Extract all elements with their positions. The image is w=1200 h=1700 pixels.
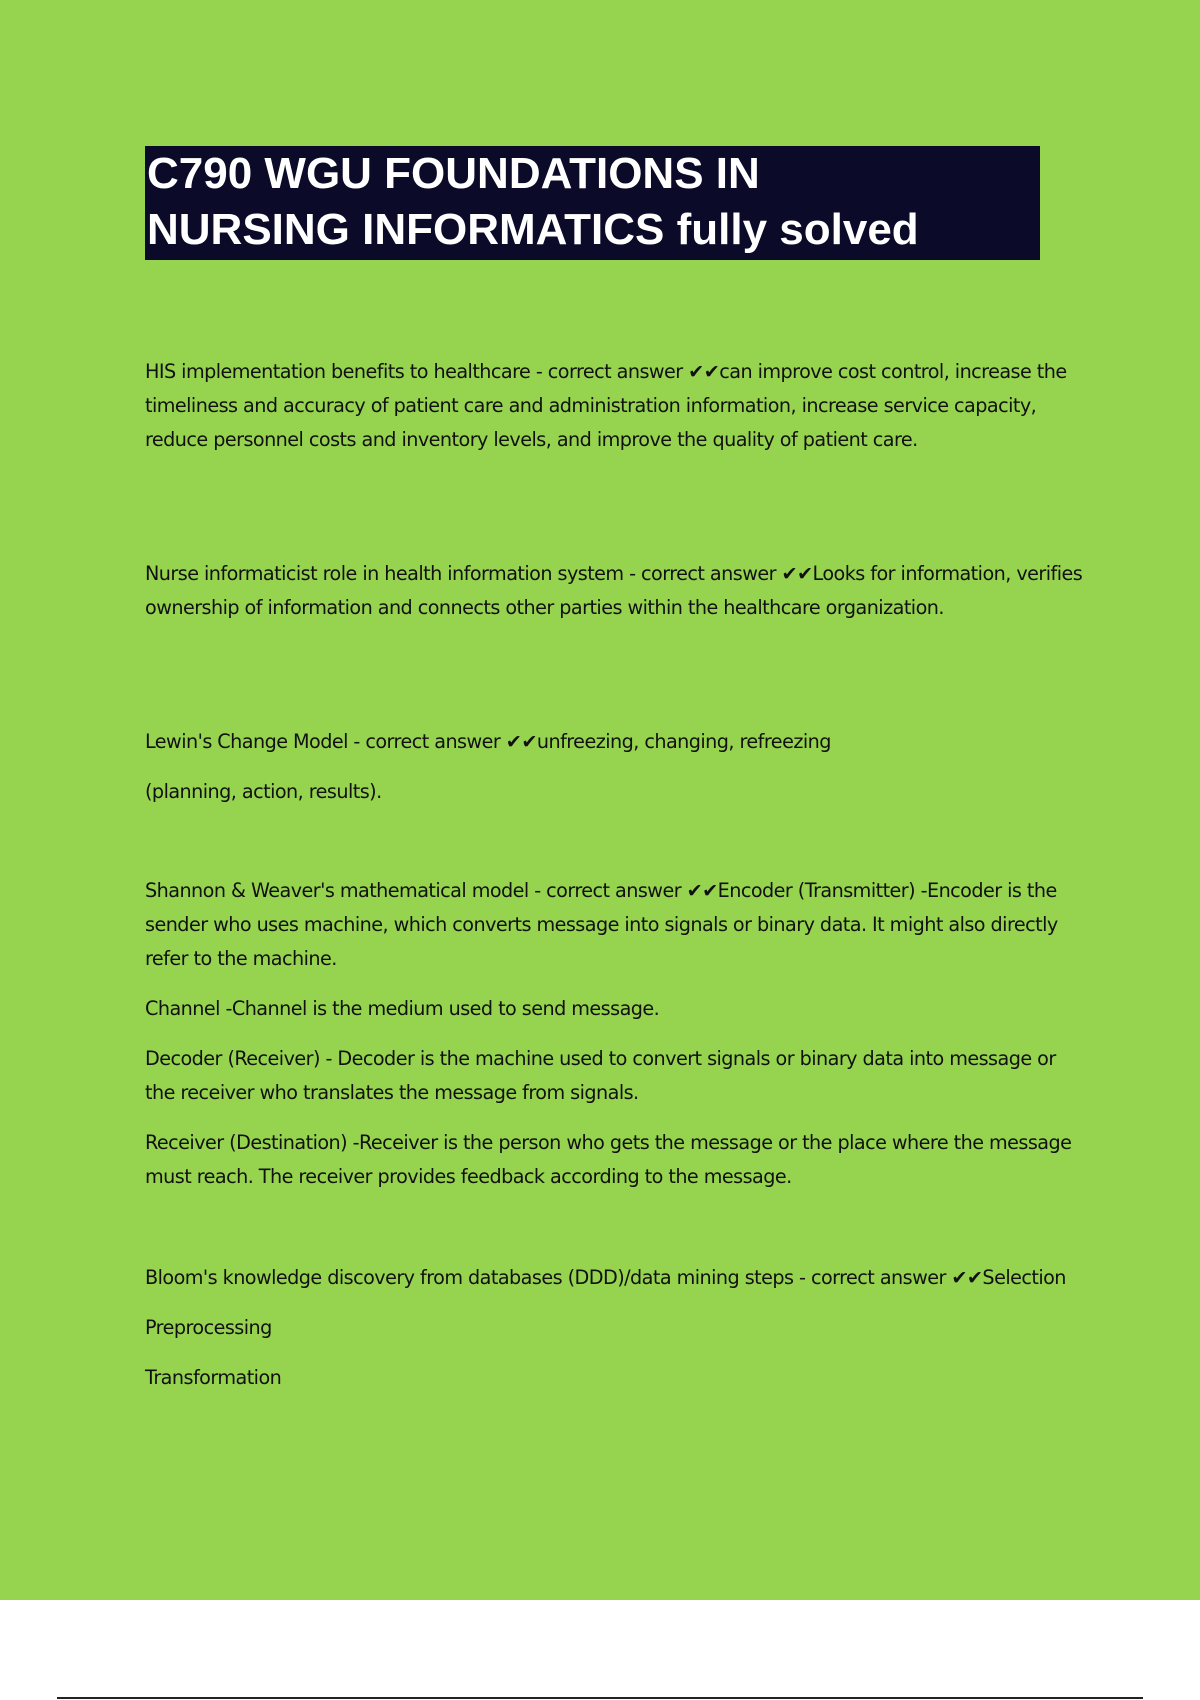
qa-paragraph: Transformation <box>145 1366 282 1389</box>
qa-paragraph: Nurse informaticist role in health information system - correct answer ✔✔Looks for information, verifies ownership of information and connects other parties within the healthcare organization. <box>145 562 1083 619</box>
qa-paragraph: Lewin's Change Model - correct answer ✔✔unfreezing, changing, refreezing <box>145 730 831 753</box>
qa-paragraph: Channel -Channel is the medium used to send message. <box>145 997 660 1020</box>
qa-paragraph: Preprocessing <box>145 1316 272 1339</box>
qa-paragraph: Decoder (Receiver) - Decoder is the machine used to convert signals or binary data into message or the receiver who translates the message from signals. <box>145 1047 1056 1104</box>
title-line-1: C790 WGU FOUNDATIONS IN <box>147 149 760 198</box>
qa-item-bloom-data-mining <box>145 1261 1085 1395</box>
qa-paragraph: HIS implementation benefits to healthcare - correct answer ✔✔can improve cost control, increase the timeliness and accuracy of patient care and administration information, increase service capacity, reduce personnel costs and inventory levels, and improve the quality of patient care. <box>145 360 1067 451</box>
qa-paragraph: (planning, action, results). <box>145 780 382 803</box>
qa-item-his-benefits <box>145 355 1085 457</box>
qa-paragraph: Receiver (Destination) -Receiver is the person who gets the message or the place where the message must reach. The receiver provides feedback according to the message. <box>145 1131 1072 1188</box>
qa-item-nurse-informaticist <box>145 557 1085 625</box>
qa-paragraph: Bloom's knowledge discovery from databases (DDD)/data mining steps - correct answer ✔✔Selection <box>145 1266 1066 1289</box>
document-title <box>145 146 1040 260</box>
footer-divider <box>57 1697 1143 1699</box>
qa-item-shannon-weaver-model <box>145 874 1085 1194</box>
title-line-2: NURSING INFORMATICS fully solved <box>147 205 919 254</box>
qa-paragraph: Shannon & Weaver's mathematical model - correct answer ✔✔Encoder (Transmitter) -Encoder is the sender who uses machine, which converts message into signals or binary data. It might also directly refer to the machine. <box>145 879 1058 970</box>
qa-item-lewins-change-model <box>145 725 1085 809</box>
